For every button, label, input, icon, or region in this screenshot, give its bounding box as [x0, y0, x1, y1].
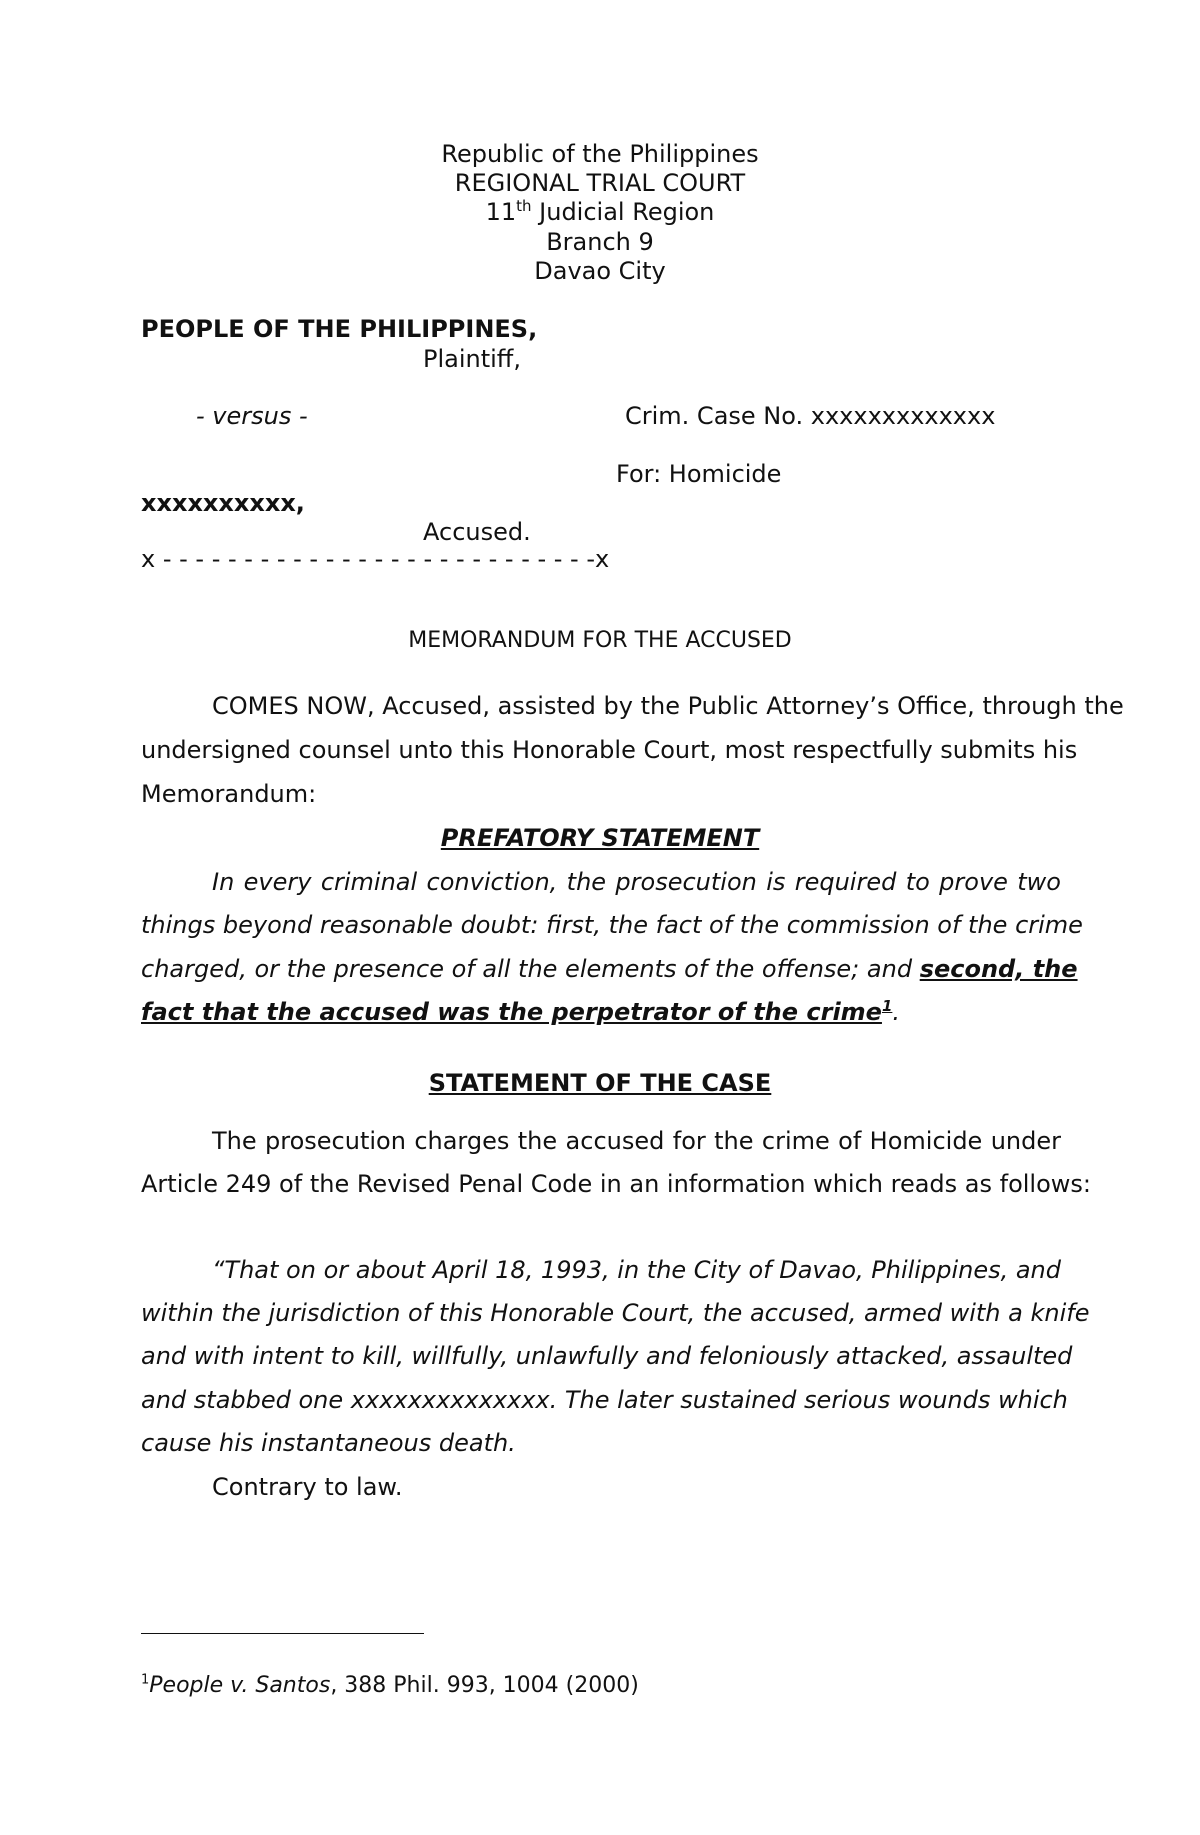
footnote-case-name: People v. Santos [149, 1673, 331, 1698]
accused-role: Accused. [423, 518, 531, 546]
region-number: 11 [485, 198, 517, 226]
intro-line-3: Memorandum: [141, 780, 317, 808]
region-text: Judicial Region [531, 198, 715, 226]
prefatory-emphasis-end: fact that the accused was the perpetrator of the crime [141, 998, 882, 1026]
information-line-4: and stabbed one xxxxxxxxxxxxxx. The later sustained serious wounds which [141, 1386, 1068, 1414]
footnote-text [141, 1673, 639, 1698]
court-city: Davao City [534, 257, 666, 285]
prefatory-line-2: things beyond reasonable doubt: first, the fact of the commission of the crime [141, 911, 1083, 939]
caption-divider: x - - - - - - - - - - - - - - - - - - - - - - - - - - -x [141, 545, 610, 573]
footnote-separator [141, 1633, 424, 1634]
prefatory-line-3-text: charged, or the presence of all the elements of the offense; and [141, 955, 920, 983]
prefatory-line-3 [141, 955, 1078, 983]
footnote-marker: 1 [141, 1672, 150, 1688]
prefatory-heading: PREFATORY STATEMENT [440, 824, 760, 852]
footnote-reference[interactable]: 1 [881, 997, 893, 1015]
court-republic-line: Republic of the Philippines [441, 140, 759, 168]
region-ordinal: th [516, 197, 532, 215]
information-line-3: and with intent to kill, willfully, unlawfully and feloniously attacked, assaulted [141, 1342, 1073, 1370]
information-line-1: “That on or about April 18, 1993, in the City of Davao, Philippines, and [212, 1256, 1061, 1284]
prefatory-line-4 [141, 998, 1061, 1026]
court-region [0, 198, 1200, 226]
footnote-citation: , 388 Phil. 993, 1004 (2000) [330, 1673, 639, 1698]
information-line-5: cause his instantaneous death. [141, 1429, 516, 1457]
versus-label: - versus - [196, 402, 308, 430]
information-closing: Contrary to law. [212, 1473, 403, 1501]
intro-line-2: undersigned counsel unto this Honorable Court, most respectfully submits his [141, 736, 1078, 764]
case-statement-line-2: Article 249 of the Revised Penal Code in an information which reads as follows: [141, 1170, 1092, 1198]
intro-line-1: COMES NOW, Accused, assisted by the Public Attorney’s Office, through the [212, 692, 1124, 720]
case-number: Crim. Case No. xxxxxxxxxxxxx [625, 402, 996, 430]
court-branch: Branch 9 [546, 228, 654, 256]
accused-name: xxxxxxxxxx, [141, 489, 305, 517]
document-title: MEMORANDUM FOR THE ACCUSED [408, 628, 792, 653]
case-statement-line-1: The prosecution charges the accused for the crime of Homicide under [212, 1127, 1061, 1155]
information-line-2: within the jurisdiction of this Honorable Court, the accused, armed with a knife [141, 1299, 1090, 1327]
case-statement-heading: STATEMENT OF THE CASE [428, 1069, 772, 1097]
prefatory-emphasis-start: second, the [919, 955, 1078, 983]
plaintiff-name: PEOPLE OF THE PHILIPPINES, [141, 315, 538, 343]
plaintiff-role: Plaintiff, [423, 345, 521, 373]
case-offense: For: Homicide [616, 460, 782, 488]
prefatory-line-1: In every criminal conviction, the prosecution is required to prove two [212, 868, 1061, 896]
court-name: REGIONAL TRIAL COURT [454, 169, 746, 197]
prefatory-period: . [892, 998, 901, 1026]
